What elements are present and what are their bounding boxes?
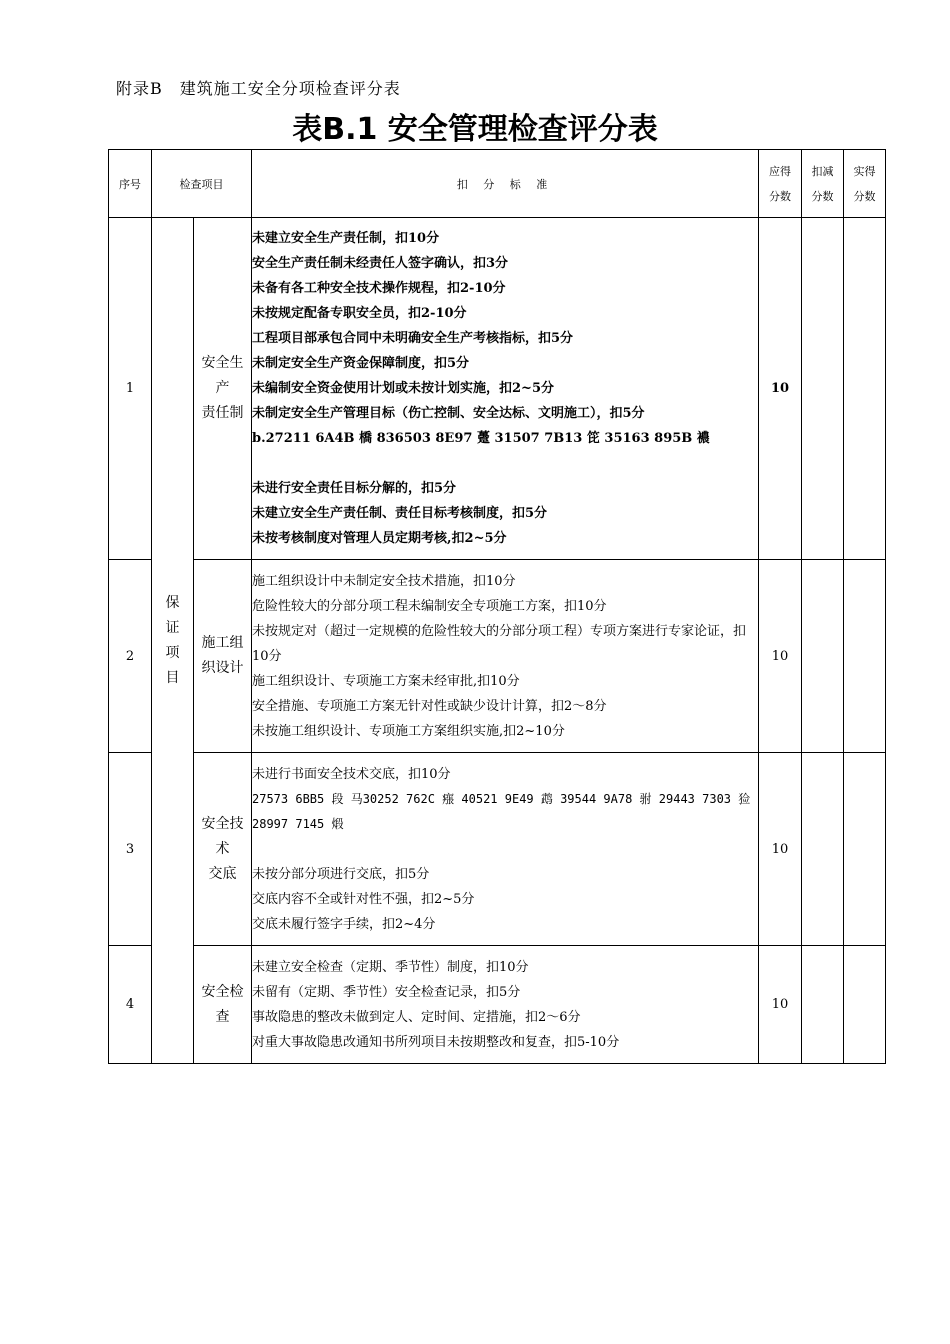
actual-score-cell [844, 560, 886, 753]
header-row [109, 150, 886, 218]
col-header-due-score [759, 150, 802, 218]
check-item-name: 施工组 织设计 [194, 560, 252, 753]
due-score: 10 [759, 753, 802, 946]
actual-score-cell [844, 218, 886, 560]
deducted-score-cell [802, 218, 844, 560]
deduction-criteria: 未进行书面安全技术交底，扣10分 27573 6BB5 段 ⻢30252 762C 瘬 40521 9E49 鹉 39544 9A78 驸 29443 7303 猃 28997 7145 煅 未按分部分项进行交底，扣5分 交底内容不全或针对性不强，扣2~5分 交底未履行签字手续，扣2~4分 [252, 753, 759, 946]
table-row [109, 753, 886, 946]
col-header-deducted-score [802, 150, 844, 218]
due-score: 10 [759, 946, 802, 1064]
deducted-score-cell [802, 753, 844, 946]
group-label-guarantee-items: 保 证 项 目 [152, 218, 194, 1064]
safety-management-score-table [108, 149, 886, 1064]
col-header-due-score-line2: 分数 [769, 189, 791, 203]
col-header-due-score-line1: 应得 [769, 164, 791, 178]
col-header-deducted-score-line2: 分数 [811, 189, 834, 203]
row-seq: 3 [109, 753, 152, 946]
deduction-criteria: 未建立安全生产责任制，扣10分 安全生产责任制未经责任人签字确认，扣3分 未备有各工种安全技术操作规程，扣2-10分 未按规定配备专职安全员，扣2-10分 工程项目部承包合同中未明确安全生产考核指标，扣5分 未制定安全生产资金保障制度，扣5分 未编制安全资金使用计划或未按计划实施，扣2~5分 未制定安全生产管理目标（伤亡控制、安全达标、文明施工），扣5分 b.27211 6A4B 橋 836503 8E97 躉 31507 7B13 笓 35163 895B 襛 未进行安全责任目标分解的，扣5分 未建立安全生产责任制、责任目标考核制度，扣5分 未按考核制度对管理人员定期考核,扣2~5分 [252, 218, 759, 560]
col-header-actual-score [844, 150, 886, 218]
actual-score-cell [844, 753, 886, 946]
table-title: 表B.1 安全管理检查评分表 [292, 112, 658, 147]
deduction-criteria: 施工组织设计中未制定安全技术措施，扣10分 危险性较大的分部分项工程未编制安全专项施工方案，扣10分 未按规定对（超过一定规模的危险性较大的分部分项工程）专项方案进行专家论证，扣10分 施工组织设计、专项施工方案未经审批,扣10分 安全措施、专项施工方案无针对性或缺少设计计算，扣2～8分 未按施工组织设计、专项施工方案组织实施,扣2~10分 [252, 560, 759, 753]
actual-score-cell [844, 946, 886, 1064]
col-header-seq: 序号 [109, 150, 152, 218]
deducted-score-cell [802, 560, 844, 753]
due-score: 10 [759, 218, 802, 560]
col-header-deduction-standard: 扣 分 标 准 [252, 150, 759, 218]
col-header-deducted-score-line1: 扣减 [811, 164, 834, 178]
col-header-actual-score-line2: 分数 [853, 189, 876, 203]
row-seq: 4 [109, 946, 152, 1064]
check-item-name: 安全检 查 [194, 946, 252, 1064]
table-row [109, 946, 886, 1064]
deducted-score-cell [802, 946, 844, 1064]
table-row [109, 218, 886, 560]
col-header-check-item: 检查项目 [152, 150, 252, 218]
row-seq: 1 [109, 218, 152, 560]
deduction-criteria: 未建立安全检查（定期、季节性）制度，扣10分 未留有（定期、季节性）安全检查记录，扣5分 事故隐患的整改未做到定人、定时间、定措施，扣2～6分 对重大事故隐患改通知书所列项目未按期整改和复查，扣5-10分 [252, 946, 759, 1064]
appendix-caption: 附录B 建筑施工安全分项检查评分表 [116, 79, 401, 98]
row-seq: 2 [109, 560, 152, 753]
due-score: 10 [759, 560, 802, 753]
check-item-name: 安全技 术 交底 [194, 753, 252, 946]
check-item-name: 安全生 产 责任制 [194, 218, 252, 560]
table-row [109, 560, 886, 753]
col-header-actual-score-line1: 实得 [853, 164, 876, 178]
